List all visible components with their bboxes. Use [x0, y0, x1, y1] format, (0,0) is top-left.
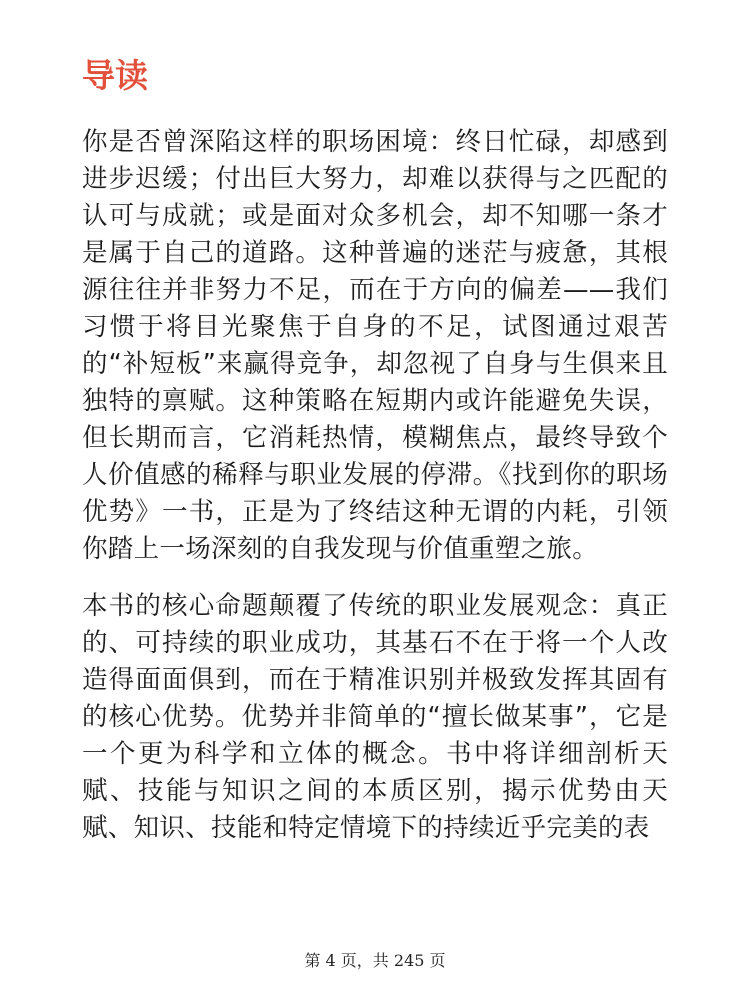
body-paragraph-2: 本书的核心命题颠覆了传统的职业发展观念：真正的、可持续的职业成功，其基石不在于将一个人改造得面面俱到，而在于精准识别并极致发挥其固有的核心优势。优势并非简单的“擅长做某事”，它是一个更为科学和立体的概念。书中将详细剖析天赋、技能与知识之间的本质区别，揭示优势由天赋、知识、技能和特定情境下的持续近乎完美的表 — [82, 591, 668, 843]
body-paragraph-1: 你是否曾深陷这样的职场困境：终日忙碌，却感到进步迟缓；付出巨大努力，却难以获得与之匹配的认可与成就；或是面对众多机会，却不知哪一条才是属于自己的道路。这种普遍的迷茫与疲惫，其根源往往并非努力不足，而在于方向的偏差——我们习惯于将目光聚焦于自身的不足，试图通过艰苦的“补短板”来赢得竞争，却忽视了自身与生俱来且独特的禀赋。这种策略在短期内或许能避免失误，但长期而言，它消耗热情，模糊焦点，最终导致个人价值感的稀释与职业发展的停滞。《找到你的职场优势》一书，正是为了终结这种无谓的内耗，引领你踏上一场深刻的自我发现与价值重塑之旅。 — [82, 127, 668, 564]
page-number-footer: 第 4 页，共 245 页 — [304, 951, 446, 970]
section-heading: 导读 — [82, 56, 148, 95]
